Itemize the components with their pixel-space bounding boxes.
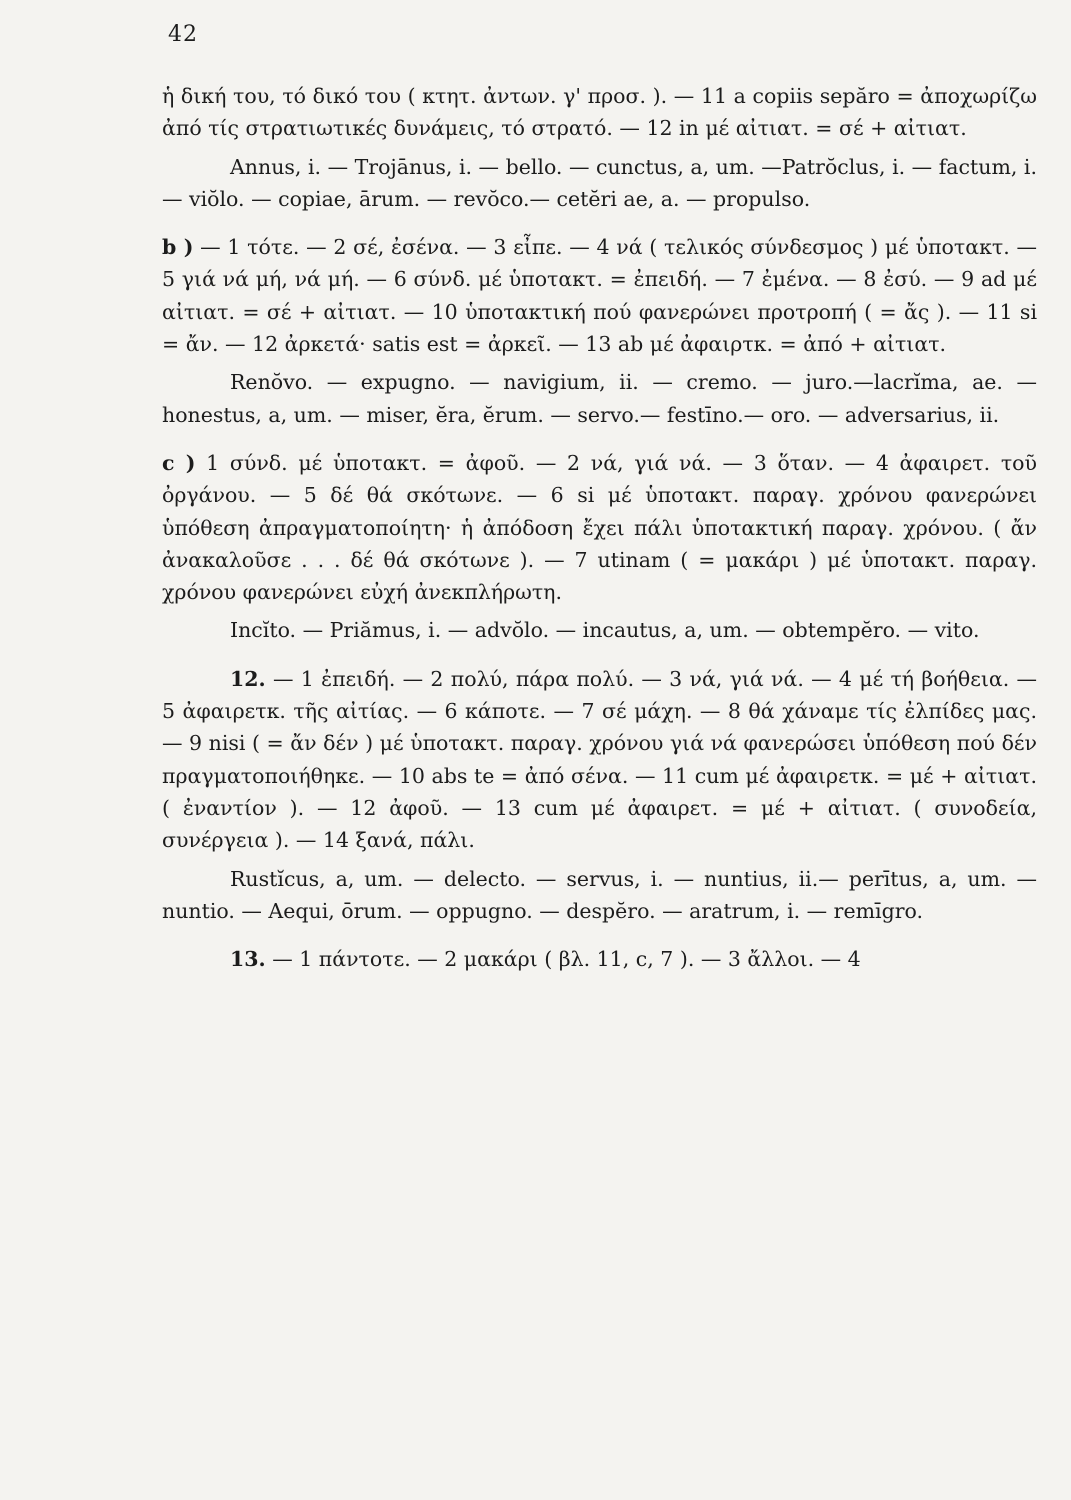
section-c-body: 1 σύνδ. μέ ὑποτακτ. = ἀφοῦ. — 2 νά, γιά νά. — 3 ὅταν. — 4 ἀφαιρετ. τοῦ ὀργάνου. — 5 δέ θά σκότωνε. — 6 si μέ ὑποτακτ. παραγ. χρόνου φανερώνει ὑπόθεση ἀπραγματοποίητη· ἡ ἀπόδοση ἔχει πάλι ὑποτακτική παραγ. χρόνου. ( ἄν ἀνακαλοῦσε . . . δέ θά σκότωνε ). — 7 utinam ( = μακάρι ) μέ ὑποτακτ. παραγ. χρόνου φανερώνει εὐχή ἀνεκπλήρωτη. <box>162 450 1037 605</box>
section-c-marker: c ) <box>162 450 196 475</box>
section-b-marker: b ) <box>162 235 194 260</box>
section-12-marker: 12. <box>230 666 266 691</box>
section-b-text <box>162 231 1037 360</box>
section-a-tail-text: ἡ δική του, τό δικό του ( κτητ. ἀντων. γ' προσ. ). — 11 a copiis sepăro = ἀποχωρίζω ἀπό τίς στρατιωτικές δυνάμεις, τό στρατό. — 12 in μέ αἰτιατ. = σέ + αἰτιατ. <box>162 84 1037 141</box>
section-13-text <box>162 943 1037 975</box>
section-13-body: — 1 πάντοτε. — 2 μακάρι ( βλ. 11, c, 7 ). — 3 ἄλλοι. — 4 <box>272 947 861 972</box>
section-b-body: — 1 τότε. — 2 σέ, ἐσένα. — 3 εἶπε. — 4 νά ( τελικός σύνδεσμος ) μέ ὑποτακτ. — 5 γιά νά μή, νά μή. — 6 σύνδ. μέ ὑποτακτ. = ἐπειδή. — 7 ἐμένα. — 8 ἐσύ. — 9 ad μέ αἰτιατ. = σέ + αἰτιατ. — 10 ὑποτακτική πού φανερώνει προτροπή ( = ἄς ). — 11 si = ἄν. — 12 ἀρκετά· satis est = ἀρκεῖ. — 13 ab μέ ἀφαιρτκ. = ἀπό + αἰτιατ. <box>162 235 1037 357</box>
section-12-text <box>162 663 1037 857</box>
page-body <box>162 80 1037 975</box>
section-12-body: — 1 ἐπειδή. — 2 πολύ, πάρα πολύ. — 3 νά, γιά νά. — 4 μέ τή βοήθεια. — 5 ἀφαιρετκ. τῆς αἰτίας. — 6 κάποτε. — 7 σέ μάχη. — 8 θά χάναμε τίς ἐλπίδες μας. — 9 nisi ( = ἄν δέν ) μέ ὑποτακτ. παραγ. χρόνου γιά νά φανερώσει ὑπόθεση πού δέν πραγματοποιήθηκε. — 10 abs te = ἀπό σένα. — 11 cum μέ ἀφαιρετκ. = μέ + αἰτιατ. ( ἐναντίον ). — 12 ἀφοῦ. — 13 cum μέ ἀφαιρετ. = μέ + αἰτιατ. ( συνοδεία, συνέργεια ). — 14 ξανά, πάλι. <box>162 666 1037 853</box>
section-12-vocab: Rustĭcus, a, um. — delecto. — servus, i. — nuntius, ii.— perītus, a, um. — nuntio. — Aequi, ōrum. — oppugno. — despĕro. — aratrum, i. — remīgro. <box>162 866 1037 923</box>
section-b-vocab: Renŏvo. — expugno. — navigium, ii. — cremo. — juro.—lacrĭma, ae. — honestus, a, um. — miser, ĕra, ĕrum. — servo.— festīno.— oro. — adversarius, ii. <box>162 370 1037 427</box>
section-a-vocab: Annus, i. — Trojānus, i. — bello. — cunctus, a, um. —Patrŏclus, i. — factum, i. — viŏlo. — copiae, ārum. — revŏco.— cetĕri ae, a. — propulso. <box>162 154 1037 211</box>
section-c-vocab: Incĭto. — Priămus, i. — advŏlo. — incautus, a, um. — obtempĕro. — vito. <box>230 618 980 643</box>
page-number: 42 <box>168 22 198 47</box>
section-c-text <box>162 447 1037 608</box>
section-13-marker: 13. <box>230 947 266 972</box>
